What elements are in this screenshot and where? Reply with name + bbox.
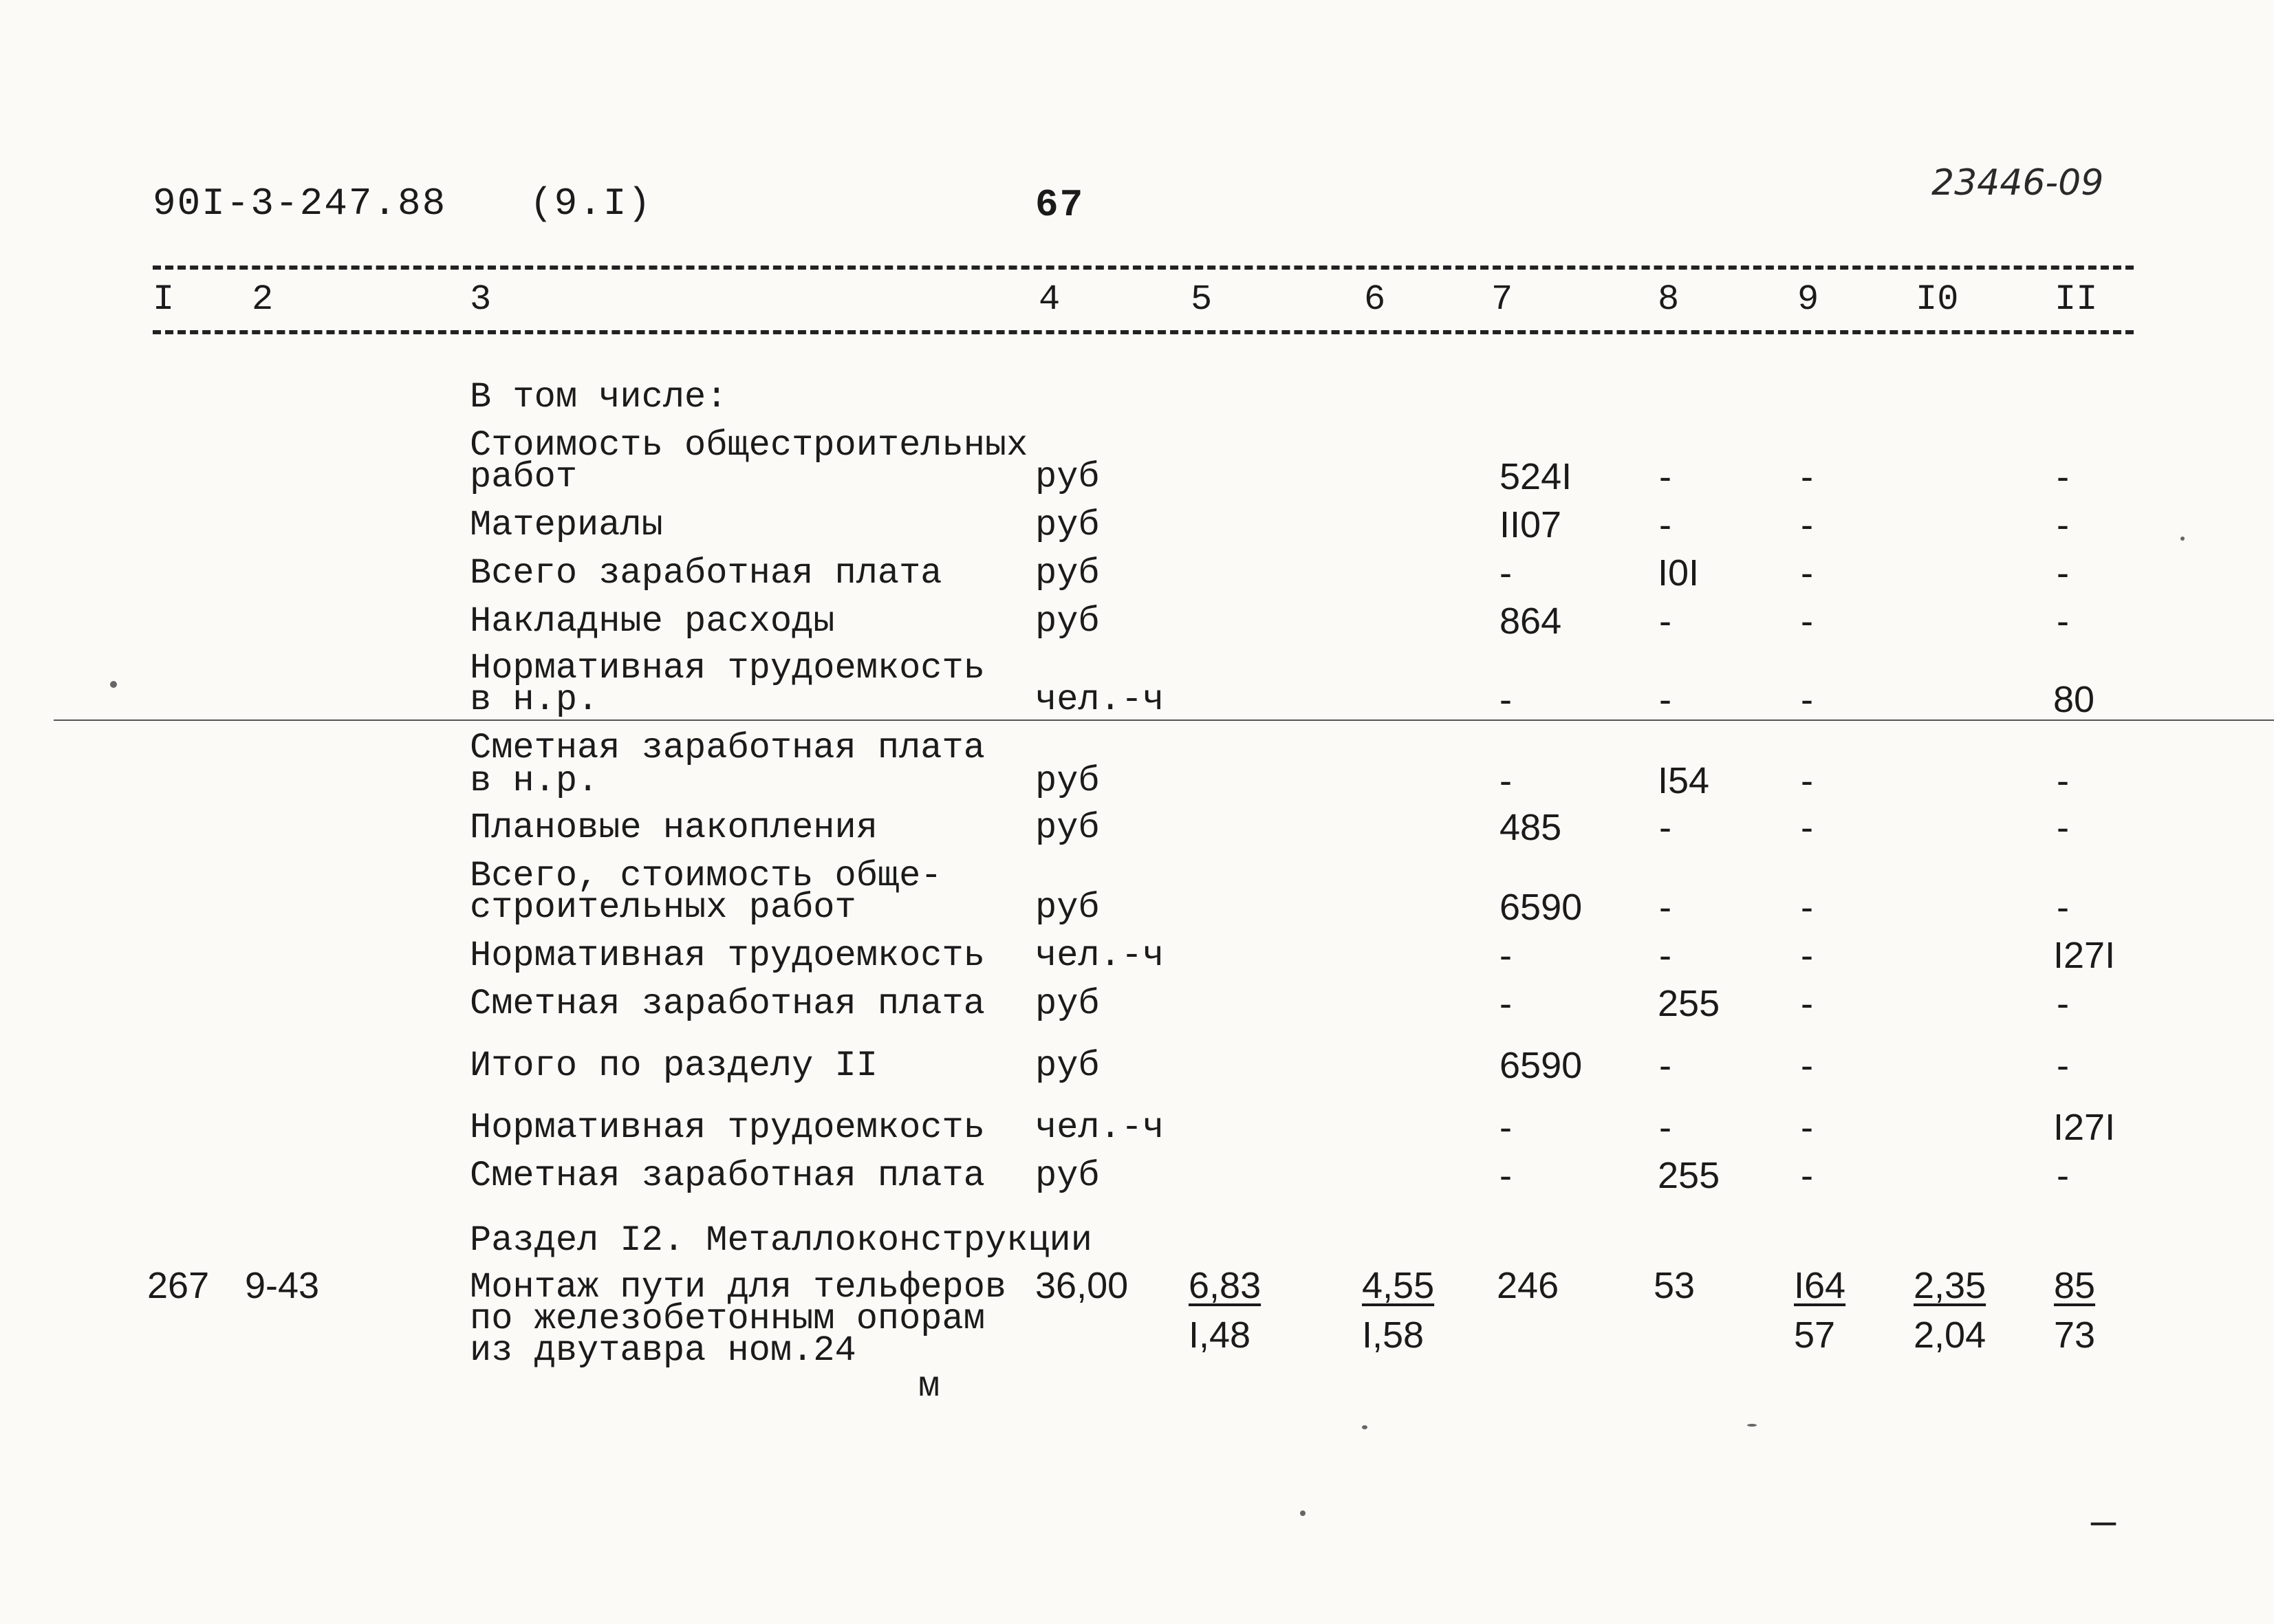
row-overhead-col9: -: [1801, 600, 1813, 642]
row-planned-savings-label: Плановые накопления: [470, 808, 878, 848]
row-total-general-construction-col7: 6590: [1499, 887, 1583, 928]
row-labor-intensity-overhead-col9: -: [1801, 679, 1813, 720]
row-materials-unit: руб: [1035, 505, 1100, 545]
row-estimated-wages-overhead-col8: I54: [1658, 760, 1710, 801]
document-code: 90I-3-247.88: [153, 182, 447, 226]
col-header-3: 3: [470, 279, 492, 320]
row-section-labor-intensity-col8: -: [1659, 1107, 1671, 1148]
row-section-labor-intensity-col7: -: [1499, 1107, 1512, 1148]
footer-stroke: —: [2091, 1501, 2116, 1548]
including-label: В том числе:: [470, 377, 728, 418]
row-section-labor-intensity-label: Нормативная трудоемкость: [470, 1107, 985, 1148]
item-col6-top: 4,55: [1362, 1265, 1435, 1306]
row-materials-col8: -: [1659, 504, 1671, 545]
item-col9-top: I64: [1794, 1265, 1846, 1306]
row-section-estimated-wages-col8: 255: [1658, 1155, 1720, 1196]
row-estimated-wages-col7: -: [1499, 983, 1512, 1024]
item-col6-bottom: I,58: [1362, 1314, 1425, 1356]
row-planned-savings-unit: руб: [1035, 808, 1100, 848]
row-section-labor-intensity-col9: -: [1801, 1107, 1813, 1148]
row-section-total-col9: -: [1801, 1045, 1813, 1086]
row-section-estimated-wages-col11: -: [2057, 1155, 2069, 1196]
row-overhead-unit: руб: [1035, 601, 1100, 642]
row-overhead-col7: 864: [1499, 600, 1562, 642]
row-estimated-wages-col8: 255: [1658, 983, 1720, 1024]
row-total-wages-col7: -: [1499, 552, 1512, 594]
row-total-general-construction-col11: -: [2057, 887, 2069, 928]
row-total-wages-col9: -: [1801, 552, 1813, 594]
item-col9-bottom: 57: [1794, 1314, 1836, 1356]
row-materials-col11: -: [2057, 504, 2069, 545]
col-header-5: 5: [1191, 279, 1213, 320]
item-number: 267: [147, 1265, 210, 1306]
item-col7: 246: [1497, 1265, 1559, 1306]
row-labor-intensity-label: Нормативная трудоемкость: [470, 935, 985, 976]
row-planned-savings-col9: -: [1801, 807, 1813, 848]
item-unit: м: [918, 1366, 940, 1407]
row-labor-intensity-overhead-col7: -: [1499, 679, 1512, 720]
row-total-general-construction-line2: строительных работ: [470, 887, 856, 928]
scan-speck: [1747, 1424, 1757, 1427]
item-description-line2: по железобетонным опорам: [470, 1299, 985, 1339]
row-section-estimated-wages-label: Сметная заработная плата: [470, 1156, 985, 1196]
item-col10-bottom: 2,04: [1914, 1314, 1986, 1356]
row-planned-savings-col8: -: [1659, 807, 1671, 848]
row-total-general-construction-col8: -: [1659, 887, 1671, 928]
row-labor-intensity-overhead-line2: в н.р.: [470, 680, 599, 720]
row-section-total-label: Итого по разделу II: [470, 1046, 878, 1086]
row-labor-intensity-col8: -: [1659, 935, 1671, 976]
row-section-total-col8: -: [1659, 1045, 1671, 1086]
col-header-9: 9: [1797, 279, 1819, 320]
section-reference: (9.I): [530, 182, 653, 226]
row-materials-col9: -: [1801, 504, 1813, 545]
row-overhead-label: Накладные расходы: [470, 601, 835, 642]
col-header-2: 2: [252, 279, 274, 320]
row-planned-savings-col7: 485: [1499, 807, 1562, 848]
item-col5-top: 6,83: [1189, 1265, 1261, 1306]
row-section-total-col7: 6590: [1499, 1045, 1583, 1086]
row-section-estimated-wages-unit: руб: [1035, 1156, 1100, 1196]
col-header-11: II: [2055, 279, 2098, 320]
row-section-total-unit: руб: [1035, 1046, 1100, 1086]
row-labor-intensity-unit: чел.-ч: [1035, 935, 1165, 976]
row-labor-intensity-col11: I27I: [2053, 935, 2116, 976]
row-overhead-col11: -: [2057, 600, 2069, 642]
item-quantity: 36,00: [1035, 1265, 1129, 1306]
row-estimated-wages-overhead-line1: Сметная заработная плата: [470, 728, 985, 768]
scan-speck: [110, 681, 117, 688]
row-estimated-wages-overhead-unit: руб: [1035, 761, 1100, 801]
row-general-construction-cost-line2: работ: [470, 457, 578, 497]
row-general-construction-cost-col9: -: [1801, 456, 1813, 497]
row-section-estimated-wages-col9: -: [1801, 1155, 1813, 1196]
row-materials-label: Материалы: [470, 505, 663, 545]
item-code: 9-43: [245, 1265, 320, 1306]
row-total-wages-col8: I0I: [1658, 552, 1700, 594]
item-description-line3: из двутавра ном.24: [470, 1330, 856, 1371]
row-general-construction-cost-line1: Стоимость общестроительных: [470, 425, 1028, 466]
row-section-labor-intensity-col11: I27I: [2053, 1107, 2116, 1148]
row-total-wages-unit: руб: [1035, 553, 1100, 594]
item-col11-bottom: 73: [2054, 1314, 2096, 1356]
row-estimated-wages-label: Сметная заработная плата: [470, 984, 985, 1024]
scan-speck: [1362, 1425, 1367, 1429]
row-labor-intensity-overhead-col8: -: [1659, 679, 1671, 720]
row-estimated-wages-col11: -: [2057, 983, 2069, 1024]
row-total-wages-label: Всего заработная плата: [470, 553, 942, 594]
handwritten-number: 23446-09: [1931, 162, 2104, 204]
row-total-general-construction-unit: руб: [1035, 887, 1100, 928]
scan-speck: [2180, 537, 2185, 541]
row-estimated-wages-overhead-col9: -: [1801, 760, 1813, 801]
row-planned-savings-col11: -: [2057, 807, 2069, 848]
horizontal-rule: [54, 719, 2274, 721]
row-materials-col7: II07: [1499, 504, 1562, 545]
row-labor-intensity-col7: -: [1499, 935, 1512, 976]
row-estimated-wages-unit: руб: [1035, 984, 1100, 1024]
item-col5-bottom: I,48: [1189, 1314, 1251, 1356]
row-labor-intensity-overhead-line1: Нормативная трудоемкость: [470, 648, 985, 689]
page-number: 67: [1035, 183, 1085, 227]
row-general-construction-cost-col7: 524I: [1499, 456, 1572, 497]
col-header-4: 4: [1039, 279, 1061, 320]
row-general-construction-cost-col11: -: [2057, 456, 2069, 497]
row-estimated-wages-overhead-col11: -: [2057, 760, 2069, 801]
row-total-wages-col11: -: [2057, 552, 2069, 594]
row-general-construction-cost-col8: -: [1659, 456, 1671, 497]
row-section-estimated-wages-col7: -: [1499, 1155, 1512, 1196]
row-overhead-col8: -: [1659, 600, 1671, 642]
col-header-7: 7: [1491, 279, 1513, 320]
row-total-general-construction-col9: -: [1801, 887, 1813, 928]
row-section-labor-intensity-unit: чел.-ч: [1035, 1107, 1165, 1148]
header-bottom-dashed-rule: [153, 330, 2134, 334]
row-estimated-wages-overhead-line2: в н.р.: [470, 761, 599, 801]
item-col10-top: 2,35: [1914, 1265, 1986, 1306]
col-header-8: 8: [1658, 279, 1680, 320]
row-labor-intensity-col9: -: [1801, 935, 1813, 976]
row-estimated-wages-col9: -: [1801, 983, 1813, 1024]
row-labor-intensity-overhead-unit: чел.-ч: [1035, 680, 1165, 720]
item-col8: 53: [1654, 1265, 1696, 1306]
row-total-general-construction-line1: Всего, стоимость обще-: [470, 856, 942, 896]
item-description-line1: Монтаж пути для тельферов: [470, 1267, 1007, 1308]
item-col11-top: 85: [2054, 1265, 2096, 1306]
col-header-6: 6: [1364, 279, 1386, 320]
col-header-1: I: [153, 279, 175, 320]
col-header-10: I0: [1916, 279, 1959, 320]
section-12-title: Раздел I2. Металлоконструкции: [470, 1220, 1092, 1261]
row-labor-intensity-overhead-col11: 80: [2053, 679, 2095, 720]
row-general-construction-cost-unit: руб: [1035, 457, 1100, 497]
scan-speck: [1300, 1511, 1306, 1516]
header-top-dashed-rule: [153, 266, 2134, 270]
row-section-total-col11: -: [2057, 1045, 2069, 1086]
row-estimated-wages-overhead-col7: -: [1499, 760, 1512, 801]
